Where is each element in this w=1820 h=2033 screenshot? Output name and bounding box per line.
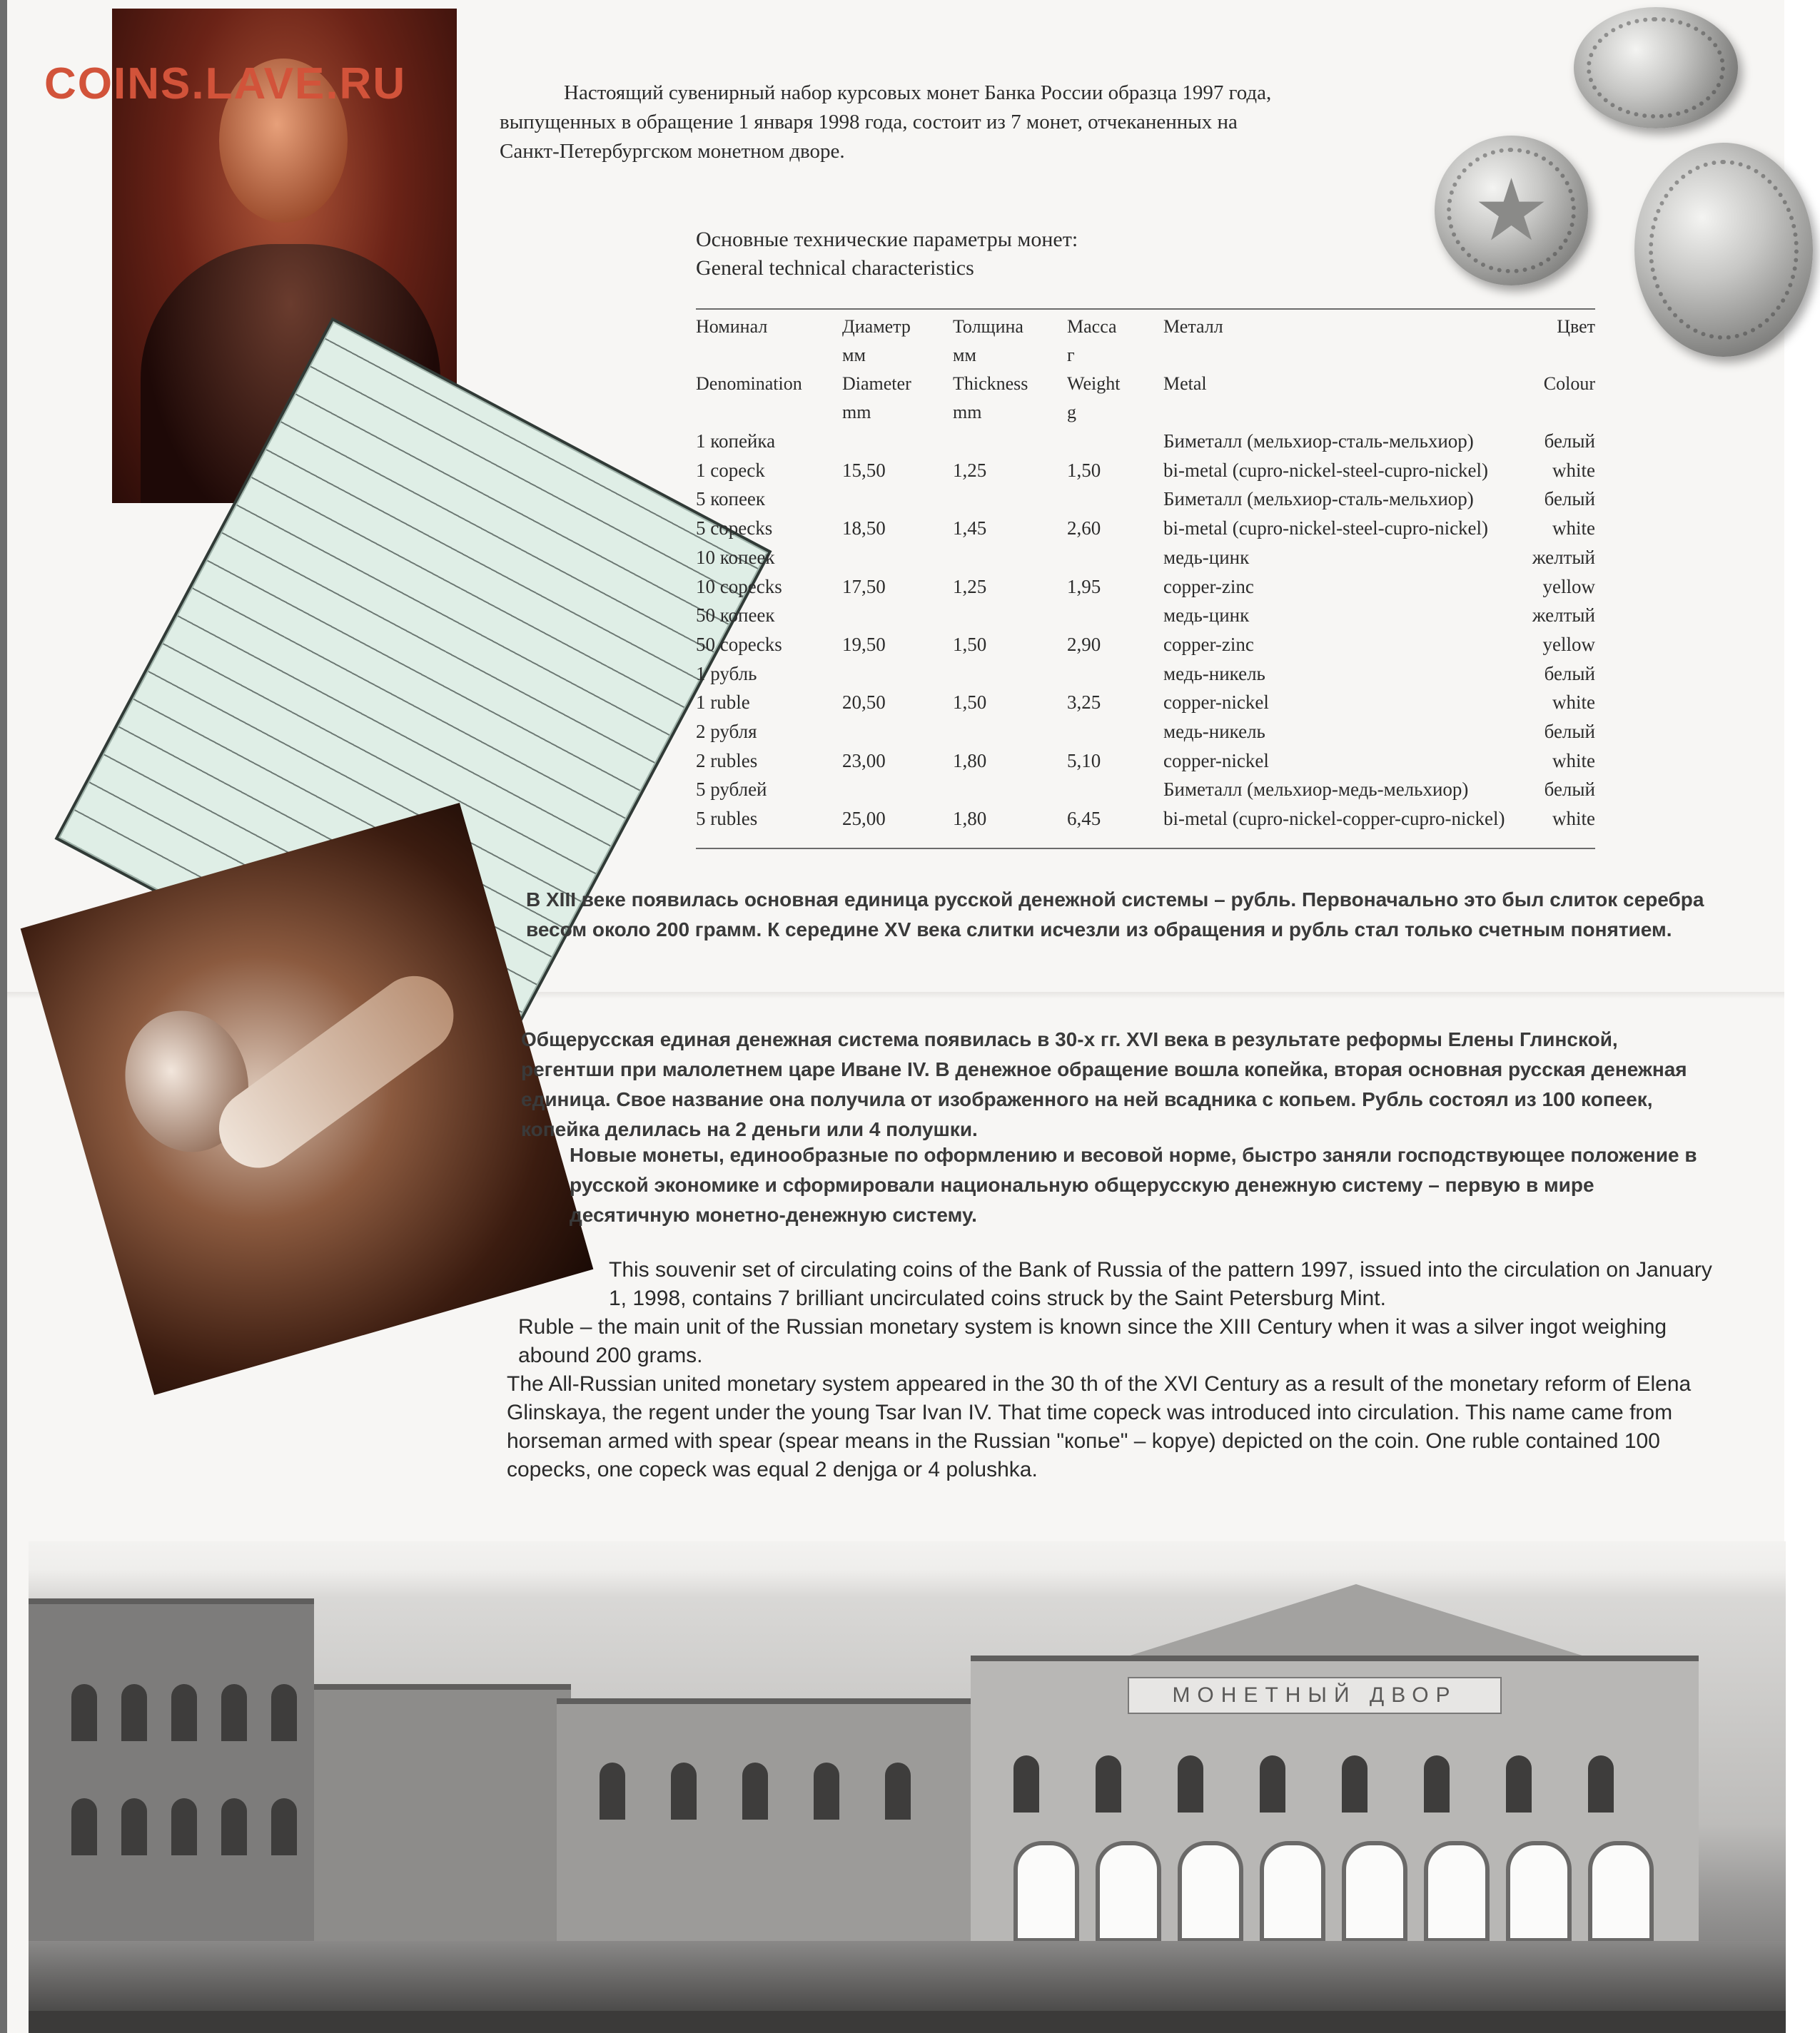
table-row [696,630,1595,659]
window [1260,1755,1285,1813]
window [121,1684,147,1741]
metal-ru: Биметалл (мельхиор-сталь-мельхиор) [1163,430,1474,452]
window [121,1798,147,1855]
mass-value: 1,95 [1067,575,1101,597]
metal-en: copper-zinc [1163,575,1254,597]
window [271,1798,297,1855]
header-diameter-unit-en: mm [842,402,871,422]
window [1342,1755,1367,1813]
metal-en: copper-zinc [1163,633,1254,655]
header-diameter-ru: Диаметр [842,316,911,337]
diameter-value: 20,50 [842,691,886,714]
table-row [696,688,1595,716]
metal-ru: медь-цинк [1163,546,1250,568]
header-mass-en: Weight [1067,373,1121,394]
history-decimal-system-paragraph: Новые монеты, единообразные по оформлению и весовой норме, быстро заняли господствующее положение в русской экономике и сформировали национальную общерусскую денежную систему – первую в мире десятичную монетно-денежную систему. [570,1144,1697,1226]
colour-en: yellow [1542,575,1595,597]
colour-ru: белый [1544,430,1595,452]
mass-value: 3,25 [1067,691,1101,714]
table-row [696,659,1595,688]
denomination-ru: 5 копеек [696,488,766,510]
colour-ru: желтый [1532,546,1595,568]
thickness-value: 1,25 [953,459,987,481]
colour-ru: белый [1544,721,1595,742]
metal-en: copper-nickel [1163,749,1269,771]
denomination-en: 1 copeck [696,459,765,481]
table-row [696,717,1595,746]
params-title-ru: Основные технические параметры монет: [696,228,1078,251]
header-denomination-en: Denomination [696,373,802,394]
window [221,1798,247,1855]
arched-window [1013,1841,1079,1942]
denomination-en: 10 copecks [696,575,782,597]
english-monetary-system-paragraph: The All-Russian united monetary system appeared in the 30 th of the XVI Century as a result of the monetary reform of Elena Glinskaya, the regent under the young Tsar Ivan IV. That time copeck was introduced into circulation. This name came from horseman armed with spear (spear means in the Russian "копье" – kopye) depicted on the coin. One ruble contained 100 copecks, one copeck was equal 2 denjga or 4 polushka. [507,1372,1692,1481]
denomination-en: 50 copecks [696,633,782,655]
metal-en: bi-metal (cupro-nickel-copper-cupro-nickel) [1163,808,1505,830]
denomination-en: 5 copecks [696,517,773,539]
diameter-value: 19,50 [842,633,886,655]
window [71,1684,97,1741]
mint-sign: МОНЕТНЫЙ ДВОР [1128,1677,1502,1714]
window [221,1684,247,1741]
window [1506,1755,1532,1813]
window [171,1684,197,1741]
header-colour-ru: Цвет [1557,316,1595,337]
mass-value: 1,50 [1067,459,1101,481]
colour-en: white [1552,691,1595,714]
params-title [696,225,1078,283]
diameter-value: 15,50 [842,459,886,481]
window [814,1763,839,1820]
denomination-ru: 1 копейка [696,430,776,452]
window [271,1684,297,1741]
header-diameter-en: Diameter [842,373,911,394]
thickness-value: 1,45 [953,517,987,539]
thickness-value: 1,80 [953,749,987,771]
denomination-ru: 2 рубля [696,721,757,742]
table-row [696,456,1595,485]
header-mass-unit-ru: г [1067,345,1075,365]
header-thickness-unit-ru: мм [953,345,976,365]
metal-ru: медь-никель [1163,721,1265,742]
arched-window [1178,1841,1243,1942]
header-thickness-ru: Толщина [953,316,1023,337]
header-thickness-unit-en: mm [953,402,982,422]
mass-value: 5,10 [1067,749,1101,771]
window [1588,1755,1614,1813]
left-edge-strip [0,0,7,2033]
header-metal-ru: Металл [1163,316,1223,337]
metal-ru: Биметалл (мельхиор-сталь-мельхиор) [1163,488,1474,510]
square-ground [29,1941,1786,2012]
thickness-value: 1,80 [953,808,987,830]
table-row [696,427,1595,455]
table-row [696,746,1595,775]
colour-ru: желтый [1532,604,1595,627]
colour-en: white [1552,808,1595,830]
params-title-en: General technical characteristics [696,256,974,280]
colour-en: white [1552,517,1595,539]
diameter-value: 18,50 [842,517,886,539]
table-row [696,601,1595,629]
mass-value: 2,90 [1067,633,1101,655]
window [1178,1755,1203,1813]
coin-image-top [1574,7,1738,128]
table-bottom-rule [696,848,1595,849]
header-diameter-unit-ru: мм [842,345,866,365]
window [1424,1755,1450,1813]
colour-ru: белый [1544,488,1595,510]
metal-en: copper-nickel [1163,691,1269,714]
intro-line: Санкт-Петербургском монетном дворе. [500,140,845,163]
history-16th-century-paragraph: Общерусская единая денежная система появилась в 30-х гг. XVI века в результате реформы Елены Глинской, регентши при малолетнем царе Иване IV. В денежное обращение вошла копейка, вторая основная русская денежная единица. Свое название она получила от изображенного на ней всадника с копьем. Рубль состоял из 100 копеек, копейка делилась на 2 деньги или 4 полушки. [521,1028,1687,1140]
mass-value: 6,45 [1067,808,1101,830]
header-thickness-en: Thickness [953,373,1028,394]
table-row [696,572,1595,601]
denomination-en: 5 rubles [696,808,758,830]
window [885,1763,911,1820]
header-colour-en: Colour [1543,373,1595,394]
thickness-value: 1,25 [953,575,987,597]
denomination-ru: 10 копеек [696,546,775,568]
mint-building-photo [29,1541,1786,2012]
metal-en: bi-metal (cupro-nickel-steel-cupro-nickel) [1163,459,1489,481]
colour-en: white [1552,459,1595,481]
window [600,1763,625,1820]
denomination-ru: 1 рубль [696,662,757,684]
window [742,1763,768,1820]
table-row [696,485,1595,513]
denomination-en: 2 rubles [696,749,758,771]
window [1013,1755,1039,1813]
colour-en: yellow [1542,633,1595,655]
colour-en: white [1552,749,1595,771]
header-mass-unit-en: g [1067,402,1076,422]
watermark-text: COINS.LAVE.RU [44,59,407,108]
diameter-value: 17,50 [842,575,886,597]
history-13th-century-paragraph: В XIII веке появилась основная единица русской денежной системы – рубль. Первоначально это был слиток серебра весом около 200 грамм. К середине XV века слитки исчезли из обращения и рубль стал только счетным понятием. [526,888,1704,941]
table-row [696,543,1595,572]
metal-ru: медь-цинк [1163,604,1250,627]
bottom-bar [29,2011,1786,2033]
metal-en: bi-metal (cupro-nickel-steel-cupro-nickel) [1163,517,1489,539]
window [171,1798,197,1855]
thickness-value: 1,50 [953,691,987,714]
intro-line: Настоящий сувенирный набор курсовых монет Банка России образца 1997 года, [564,81,1272,104]
denomination-en: 1 ruble [696,691,750,714]
window [1096,1755,1121,1813]
arched-window [1588,1841,1654,1942]
intro-line: выпущенных в обращение 1 января 1998 года, состоит из 7 монет, отчеканенных на [500,111,1238,133]
metal-ru: Биметалл (мельхиор-медь-мельхиор) [1163,779,1469,801]
arched-window [1260,1841,1325,1942]
coin-image-ruble-star [1435,136,1588,285]
header-denomination-ru: Номинал [696,316,768,337]
coin-image-portrait [1634,143,1813,357]
colour-ru: белый [1544,662,1595,684]
arched-window [1506,1841,1572,1942]
star-icon: ★ [1472,163,1550,258]
table-row [696,804,1595,833]
denomination-ru: 50 копеек [696,604,775,627]
header-metal-en: Metal [1163,373,1207,394]
arched-window [1424,1841,1490,1942]
mass-value: 2,60 [1067,517,1101,539]
diameter-value: 25,00 [842,808,886,830]
window [71,1798,97,1855]
header-mass-ru: Масса [1067,316,1117,337]
table-row [696,514,1595,542]
english-intro-paragraph: This souvenir set of circulating coins of the Bank of Russia of the pattern 1997, issued into the circulation on January 1, 1998, contains 7 brilliant uncirculated coins struck by the Saint Petersburg Mint. [609,1258,1712,1310]
arched-window [1096,1841,1161,1942]
english-ruble-paragraph: Ruble – the main unit of the Russian monetary system is known since the XIII Century when it was a silver ingot weighing abound 200 grams. [518,1315,1667,1367]
window [671,1763,697,1820]
metal-ru: медь-никель [1163,662,1265,684]
intro-paragraph [500,78,1442,166]
thickness-value: 1,50 [953,633,987,655]
denomination-ru: 5 рублей [696,779,767,801]
table-row [696,775,1595,803]
colour-ru: белый [1544,779,1595,801]
table-top-rule [696,308,1595,310]
diameter-value: 23,00 [842,749,886,771]
arched-window [1342,1841,1407,1942]
